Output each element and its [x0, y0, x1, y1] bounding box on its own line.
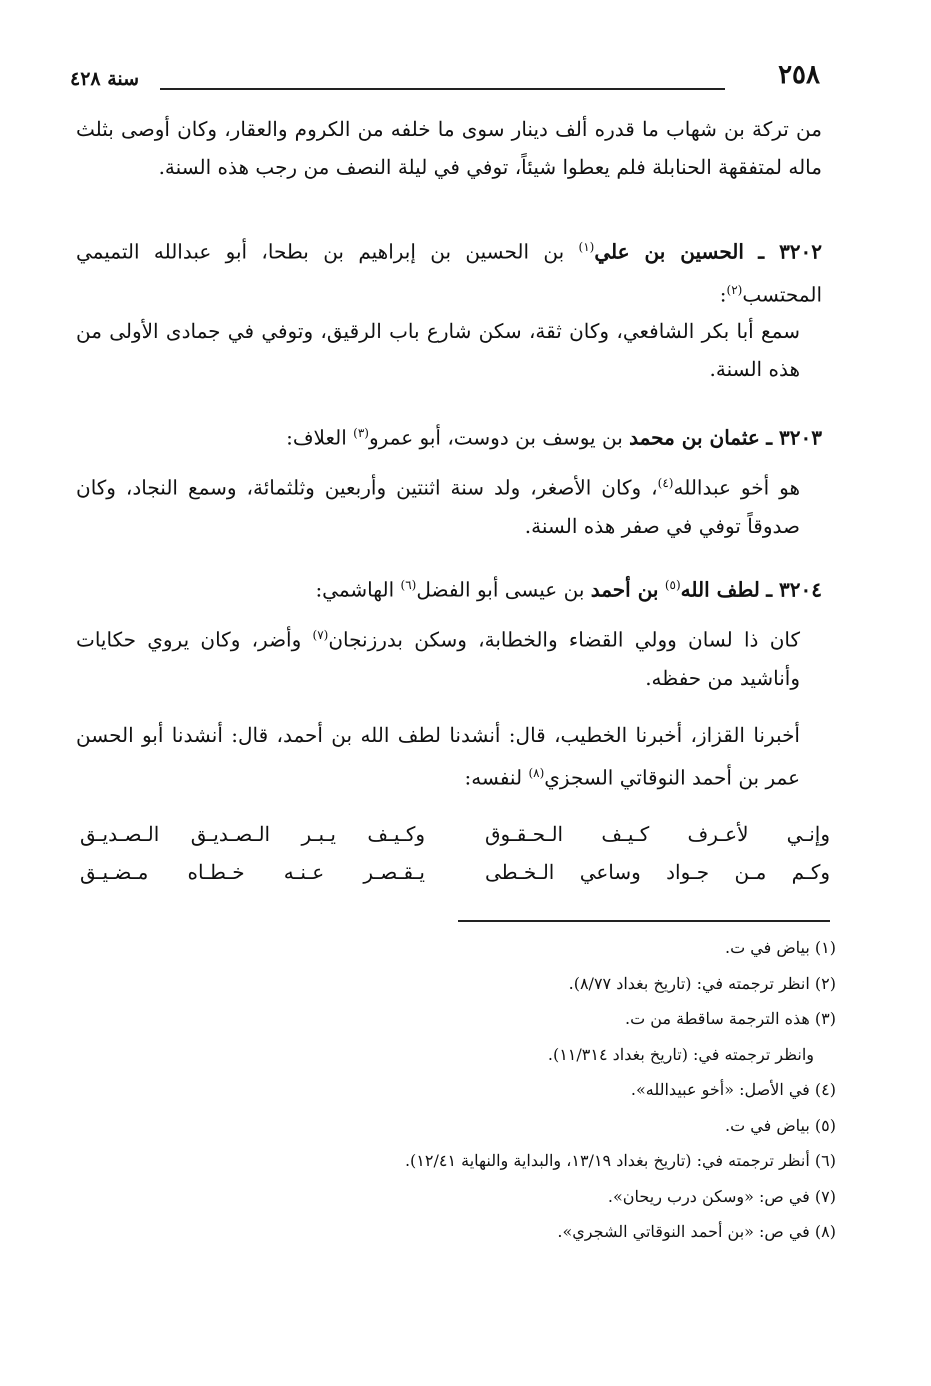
footnote: (٥) بياض في ت.: [725, 1115, 836, 1135]
verse-first-hemistich: وكـم مـن جـواد وساعي الـخـطى: [485, 860, 830, 884]
footnotes: [76, 930, 836, 1250]
footnote: (٧) في ص: «وسكن درب ريحان».: [607, 1186, 836, 1206]
entry-name: لطف الله: [680, 577, 760, 602]
entry-number: ٣٢٠٤ ـ: [766, 577, 822, 602]
page-number: ٢٥٨: [778, 60, 820, 90]
verse-second-hemistich: وكـيـف يـبـر الـصـديـق الـصـديـق: [80, 822, 425, 846]
footnote-ref: (٨): [528, 766, 545, 780]
footnote: (١) بياض في ت.: [725, 938, 836, 957]
entry-3203-heading: ٣٢٠٣ ـ عثمان بن محمد بن يوسف بن دوست، أبو عمرو$^{(٣)}$ العلاف:: [286, 425, 822, 450]
isnad-paragraph: أخبرنا القزاز، أخبرنا الخطيب، قال: أنشدنا لطف الله بن أحمد، قال: أنشدنا أبو الحسن عمر بن أحمد النوقاتي السجزي$^{(٨)}$ لنفسه:: [76, 723, 800, 790]
header-rule: [160, 88, 725, 90]
entry-3202-heading: ٣٢٠٢ ـ الحسين بن علي$^{(١)}$ بن الحسين بن إبراهيم بن بطحا، أبو عبدالله التميمي المحتسب$^{(٢)}$:: [76, 239, 823, 307]
verse-line: [80, 822, 830, 860]
verse-line: [80, 860, 830, 898]
entry-3203-text: هو أخو عبدالله$^{(٤)}$، وكان الأصغر، ولد سنة اثنتين وأربعين وثلثمائة، وسمع النجاد، وكان صدوقاً توفي في صفر هذه السنة.: [76, 475, 800, 538]
footnote: (٨) في ص: «بن أحمد النوقاتي الشجري».: [557, 1222, 836, 1241]
footnote: (٤) في الأصل: «أخو عبيدالله».: [630, 1080, 836, 1099]
entry-3204-text: كان ذا لسان وولي القضاء والخطابة، وسكن بدرزنجان$^{(٧)}$ وأضر، وكان يروي حكايات وأناشيد من حفظه.: [76, 627, 801, 690]
entry-name: الحسين بن علي: [594, 239, 744, 264]
verse-first-hemistich: وإنـي لأعـرف كـيـف الـحـقـوق: [485, 822, 830, 846]
footnote-ref: (٦): [400, 578, 417, 592]
running-head: سنة ٤٢٨: [70, 68, 140, 90]
paragraph-inheritance: من تركة بن شهاب ما قدره ألف دينار سوى ما خلفه من الكروم والعقار، وكان أوصى بثلث ماله لمتفقهة الحنابلة فلم يعطوا شيئاً، توفي في ليلة النصف من رجب هذه السنة.: [76, 117, 822, 179]
entry-number: ٣٢٠٢ ـ: [758, 239, 823, 264]
page-header: [70, 60, 820, 100]
verse-second-hemistich: يـقـصـر عـنـه خـطـاه مـضـيـق: [80, 860, 425, 884]
footnote-ref: (٢): [726, 282, 743, 297]
footnote-continuation: وانظر ترجمته في: (تاريخ بغداد ١١/٣١٤).: [547, 1044, 814, 1064]
footnote-ref: (١): [578, 240, 595, 254]
entry-name: عثمان بن محمد: [629, 425, 760, 450]
entry-3204-heading: ٣٢٠٤ ـ لطف الله$^{(٥)}$ بن أحمد بن عيسى أبو الفضل$^{(٦)}$ الهاشمي:: [315, 577, 822, 602]
entry-3202-text: سمع أبا بكر الشافعي، وكان ثقة، سكن شارع باب الرقيق، وتوفي في جمادى الأولى من هذه السنة.: [76, 319, 800, 381]
footnote: (٣) هذه الترجمة ساقطة من ت.: [625, 1009, 836, 1028]
footnote: (٦) أنظر ترجمته في: (تاريخ بغداد ١٣/١٩، والبداية والنهاية ١٢/٤١).: [404, 1151, 836, 1170]
footnote-ref: (٧): [312, 628, 329, 642]
footnote: (٢) انظر ترجمته في: (تاريخ بغداد ٨/٧٧).: [568, 973, 836, 993]
footnote-ref: (٤): [657, 476, 674, 490]
footnote-ref: (٣): [353, 426, 369, 440]
footnote-ref: (٥): [664, 578, 681, 592]
footnote-separator: [458, 920, 830, 922]
entry-number: ٣٢٠٣ ـ: [766, 425, 822, 450]
